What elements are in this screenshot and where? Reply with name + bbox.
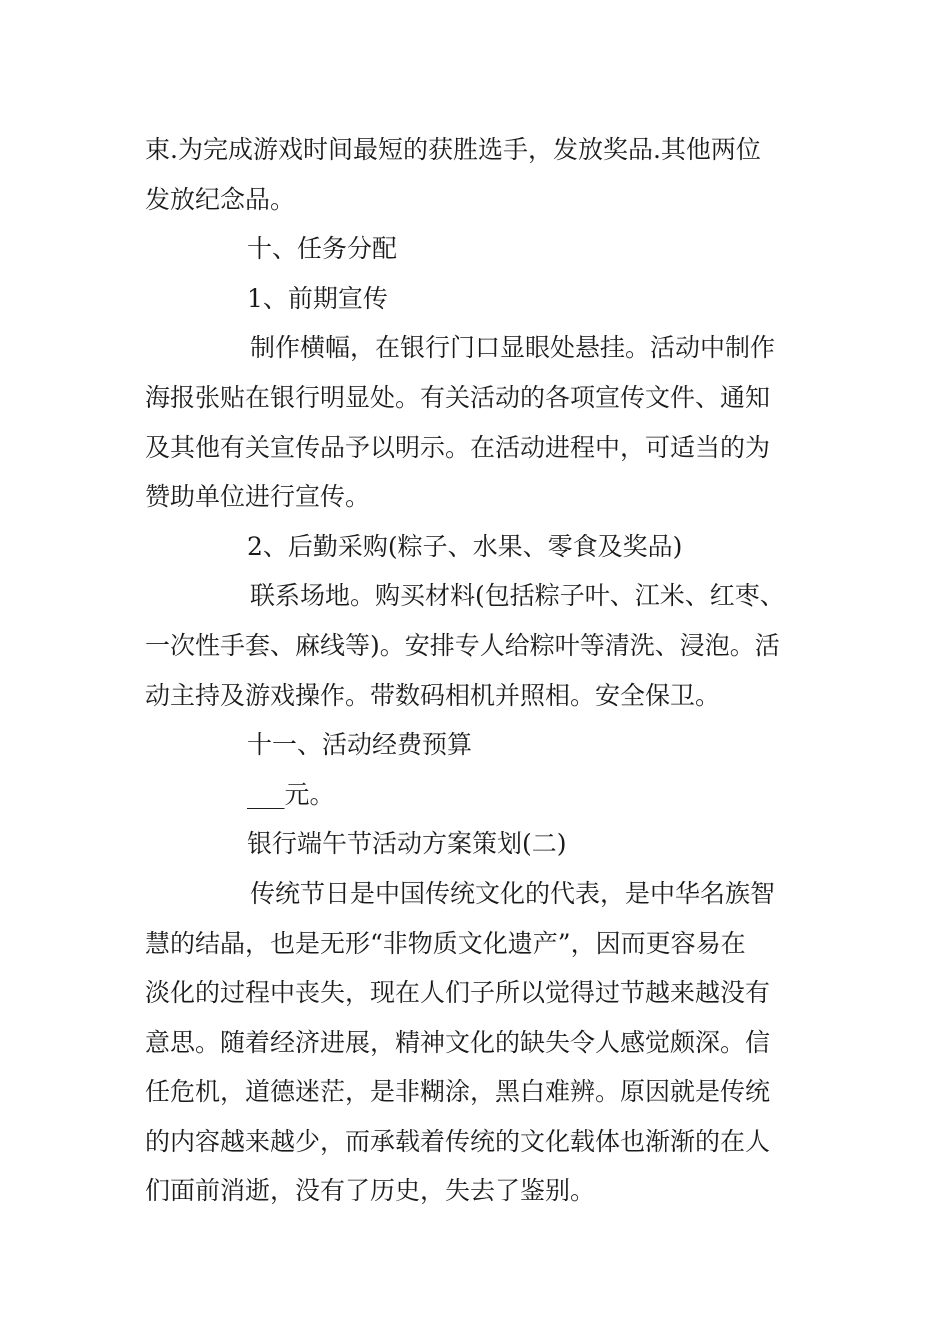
text-line: 海报张贴在银行明显处。有关活动的各项宣传文件、通知 bbox=[145, 382, 771, 412]
text-line: 发放纪念品。 bbox=[145, 184, 296, 214]
text-line: 十一、活动经费预算 bbox=[247, 730, 473, 760]
text-line: 1、前期宣传 bbox=[247, 283, 388, 313]
text-line: 束.为完成游戏时间最短的获胜选手，发放奖品.其他两位 bbox=[145, 135, 761, 164]
subheading-publicity bbox=[145, 274, 810, 324]
paragraph-logistics bbox=[145, 571, 810, 720]
text-line: 赞助单位进行宣传。 bbox=[145, 482, 371, 512]
text-line: 慧的结晶，也是无形“非物质文化遗产”，因而更容易在 bbox=[145, 928, 746, 958]
text-line: 的内容越来越少，而承载着传统的文化载体也渐渐的在人 bbox=[145, 1126, 771, 1156]
text-line: 们面前消逝，没有了历史，失去了鉴别。 bbox=[145, 1176, 596, 1206]
text-line: 联系场地。购买材料(包括粽子叶、江米、红枣、 bbox=[250, 581, 785, 611]
text-line: 及其他有关宣传品予以明示。在活动进程中，可适当的为 bbox=[145, 432, 771, 462]
text-line: 银行端午节活动方案策划(二) bbox=[247, 829, 567, 859]
section-heading-task-assignment bbox=[145, 224, 810, 274]
text-line: 一次性手套、麻线等)。安排专人给粽叶等清洗、浸泡。活 bbox=[145, 630, 780, 660]
document-page bbox=[145, 125, 810, 1216]
text-line: 任危机，道德迷茫，是非糊涂，黑白难辨。原因就是传统 bbox=[145, 1077, 771, 1107]
paragraph-tradition bbox=[145, 869, 810, 1216]
budget-amount bbox=[145, 770, 810, 820]
subheading-logistics bbox=[145, 522, 810, 572]
text-line: 淡化的过程中丧失，现在人们子所以觉得过节越来越没有 bbox=[145, 978, 771, 1008]
section-heading-budget bbox=[145, 720, 810, 770]
text-line: 传统节日是中国传统文化的代表，是中华名族智 bbox=[250, 878, 776, 908]
text-line: 制作横幅，在银行门口显眼处悬挂。活动中制作 bbox=[250, 333, 776, 363]
plan-title-two bbox=[145, 819, 810, 869]
text-line: ___元。 bbox=[247, 779, 335, 809]
text-line: 动主持及游戏操作。带数码相机并照相。安全保卫。 bbox=[145, 680, 721, 710]
text-line: 十、任务分配 bbox=[247, 234, 398, 264]
paragraph-continuation bbox=[145, 125, 810, 224]
paragraph-publicity bbox=[145, 323, 810, 521]
text-line: 意思。随着经济进展，精神文化的缺失令人感觉颇深。信 bbox=[145, 1027, 771, 1057]
text-line: 2、后勤采购(粽子、水果、零食及奖品) bbox=[247, 531, 683, 561]
